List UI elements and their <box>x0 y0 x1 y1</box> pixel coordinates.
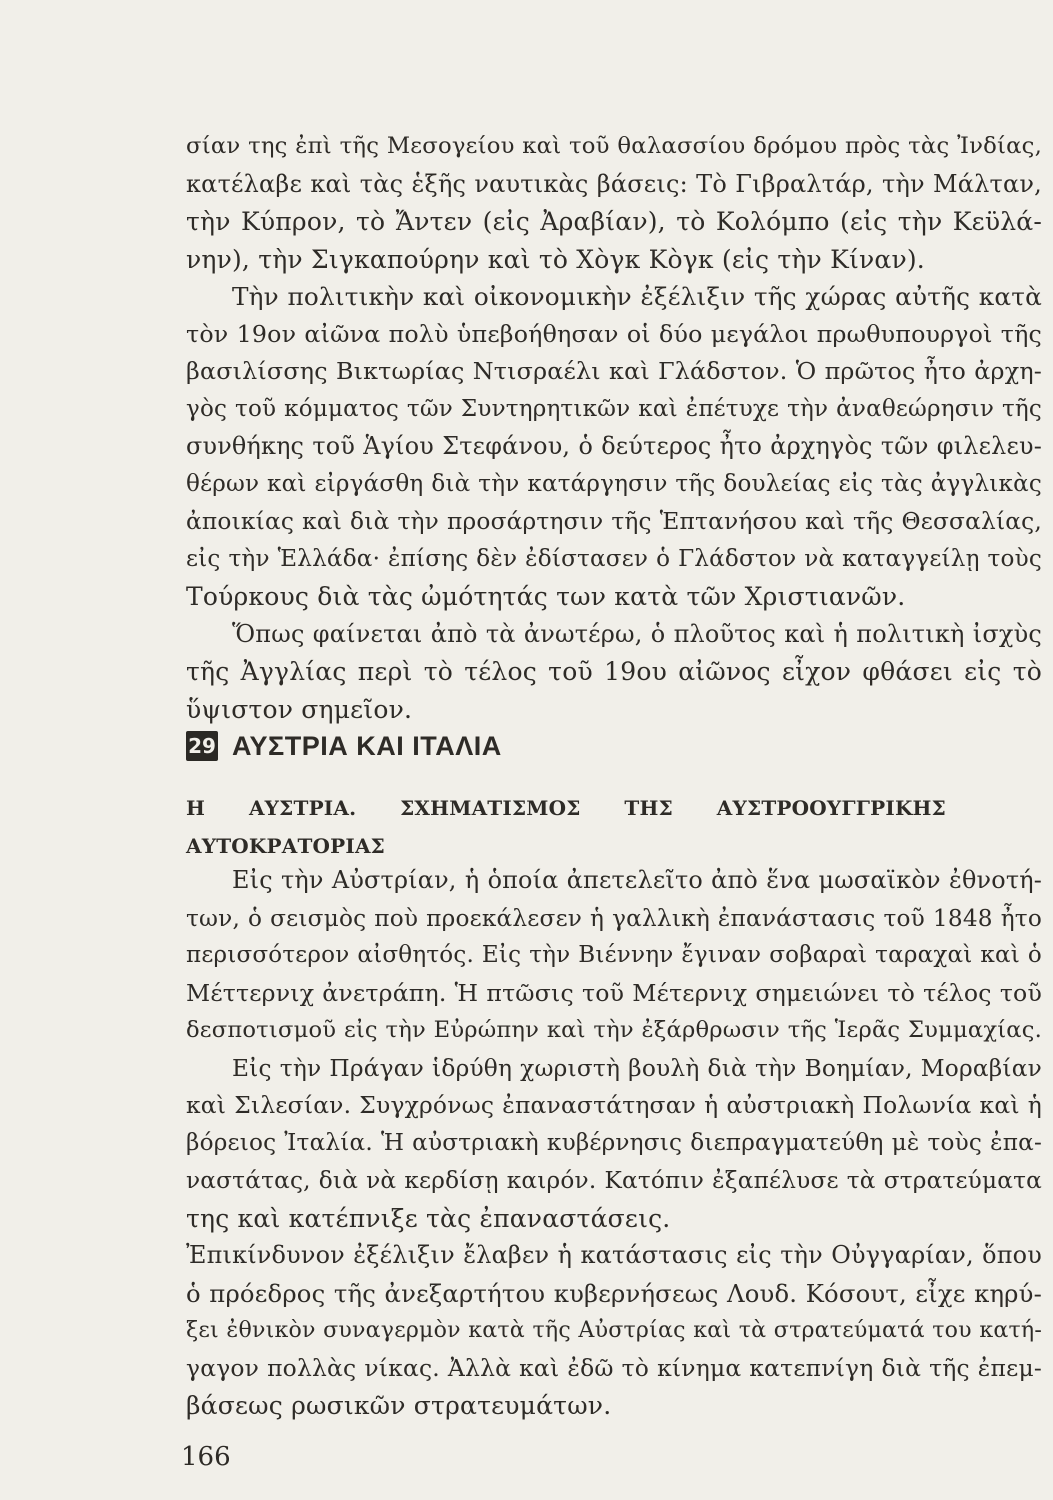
text-line: Τούρκους διὰ τὰς ὠμότητάς των κατὰ τῶν Χριστιανῶν. <box>186 582 906 611</box>
text-line: Ὅπως φαίνεται ἀπὸ τὰ ἀνωτέρω, ὁ πλοῦτος καὶ ἡ πολιτικὴ ἰσχὺς <box>232 619 1042 648</box>
text-line: δεσποτισμοῦ εἰς τὴν Εὐρώπην καὶ τὴν ἐξάρθρωσιν τῆς Ἱερᾶς Συμμαχίας. <box>186 1017 1042 1043</box>
text-line: τῆς Ἀγγλίας περὶ τὸ τέλος τοῦ 19ου αἰῶνος εἶχον φθάσει εἰς τὸ <box>186 657 1042 686</box>
text-line: της καὶ κατέπνιξε τὰς ἐπαναστάσεις. <box>186 1203 671 1233</box>
text-line: τὸν 19ον αἰῶνα πολὺ ὑπεβοήθησαν οἱ δύο μεγάλοι πρωθυπουργοὶ τῆς <box>186 319 1042 348</box>
text-line: Εἰς τὴν Αὐστρίαν, ἡ ὁποία ἀπετελεῖτο ἀπὸ ἕνα μωσαϊκὸν ἐθνοτή- <box>232 866 1042 894</box>
text-line: Τὴν πολιτικὴν καὶ οἰκονομικὴν ἐξέλιξιν τῆς χώρας αὐτῆς κατὰ <box>232 282 1042 311</box>
text-line: βάσεως ρωσικῶν στρατευμάτων. <box>186 1391 612 1420</box>
text-line: περισσότερον αἰσθητός. Εἰς τὴν Βιέννην ἔγιναν σοβαραὶ ταραχαὶ καὶ ὁ <box>186 942 1042 968</box>
text-bottom <box>186 862 1042 1425</box>
text-line: βόρειος Ἰταλία. Ἡ αὐστριακὴ κυβέρνησις διεπραγματεύθη μὲ τοὺς ἐπα- <box>186 1129 1042 1156</box>
page-number: 166 <box>181 1442 231 1472</box>
text-line: τὴν Κύπρον, τὸ Ἄντεν (εἰς Ἀραβίαν), τὸ Κολόμπο (εἰς τὴν Κεϋλά- <box>186 207 1042 236</box>
text-line: νην), τὴν Σιγκαπούρην καὶ τὸ Χὸγκ Κὸγκ (εἰς τὴν Κίναν). <box>186 244 925 274</box>
text-line: γὸς τοῦ κόμματος τῶν Συντηρητικῶν καὶ ἐπέτυχε τὴν ἀναθεώρησιν τῆς <box>186 395 1042 422</box>
text-line: συνθήκης τοῦ Ἁγίου Στεφάνου, ὁ δεύτερος ἦτο ἀρχηγὸς τῶν φιλελευ- <box>186 432 1042 460</box>
text-line: θέρων καὶ εἰργάσθη διὰ τὴν κατάργησιν τῆς δουλείας εἰς τὰς ἀγγλικὰς <box>186 470 1042 497</box>
text-line: ἀποικίας καὶ διὰ τὴν προσάρτησιν τῆς Ἑπτανήσου καὶ τῆς Θεσσαλίας, <box>186 508 1042 535</box>
text-line: γαγον πολλὰς νίκας. Ἀλλὰ καὶ ἐδῶ τὸ κίνημα κατεπνίγη διὰ τῆς ἐπεμ- <box>186 1353 1042 1382</box>
subheading-line: Η ΑΥΣΤΡΙΑ. ΣΧΗΜΑΤΙΣΜΟΣ ΤΗΣ ΑΥΣΤΡΟΟΥΓΓΡΙΚΗΣ <box>186 796 946 820</box>
text-line: ξει ἐθνικὸν συναγερμὸν κατὰ τῆς Αὐστρίας καὶ τὰ στρατεύματά του κατή- <box>186 1317 1042 1343</box>
section-number-badge: 29 <box>186 731 218 761</box>
text-line: βασιλίσσης Βικτωρίας Ντισραέλι καὶ Γλάδστον. Ὁ πρῶτος ἦτο ἀρχη- <box>186 357 1042 385</box>
text-line: Ἐπικίνδυνον ἐξέλιξιν ἔλαβεν ἡ κατάστασις εἰς τὴν Οὐγγαρίαν, ὅπου <box>186 1241 1042 1269</box>
text-line: Εἰς τὴν Πράγαν ἱδρύθη χωριστὴ βουλὴ διὰ τὴν Βοημίαν, Μοραβίαν <box>232 1054 1042 1082</box>
text-top <box>186 128 1042 728</box>
text-line: των, ὁ σεισμὸς ποὺ προεκάλεσεν ἡ γαλλικὴ ἐπανάστασις τοῦ 1848 ἦτο <box>186 904 1042 932</box>
section-title: ΑΥΣΤΡΙΑ ΚΑΙ ΙΤΑΛΙΑ <box>232 730 502 761</box>
text-line: κατέλαβε καὶ τὰς ἑξῆς ναυτικὰς βάσεις: Τὸ Γιβραλτάρ, τὴν Μάλταν, <box>186 169 1042 198</box>
text-line: Μέττερνιχ ἀνετράπη. Ἡ πτῶσις τοῦ Μέτερνιχ σημειώνει τὸ τέλος τοῦ <box>186 978 1042 1007</box>
text-line: σίαν της ἐπὶ τῆς Μεσογείου καὶ τοῦ θαλασσίου δρόμου πρὸς τὰς Ἰνδίας, <box>186 133 1042 159</box>
subheading <box>186 789 946 865</box>
text-line: ὁ πρόεδρος τῆς ἀνεξαρτήτου κυβερνήσεως Λουδ. Κόσουτ, εἶχε κηρύ- <box>186 1278 1042 1308</box>
text-line: ὕψιστον σημεῖον. <box>186 694 413 724</box>
subheading-line: ΑΥΤΟΚΡΑΤΟΡΙΑΣ <box>186 834 385 858</box>
text-line: ναστάτας, διὰ νὰ κερδίσῃ καιρόν. Κατόπιν ἐξαπέλυσε τὰ στρατεύματα <box>186 1167 1042 1194</box>
section-heading <box>186 728 502 764</box>
text-line: εἰς τὴν Ἑλλάδα· ἐπίσης δὲν ἐδίστασεν ὁ Γλάδστον νὰ καταγγείλῃ τοὺς <box>186 545 1042 572</box>
text-line: καὶ Σιλεσίαν. Συγχρόνως ἐπαναστάτησαν ἡ αὐστριακὴ Πολωνία καὶ ἡ <box>186 1091 1042 1119</box>
